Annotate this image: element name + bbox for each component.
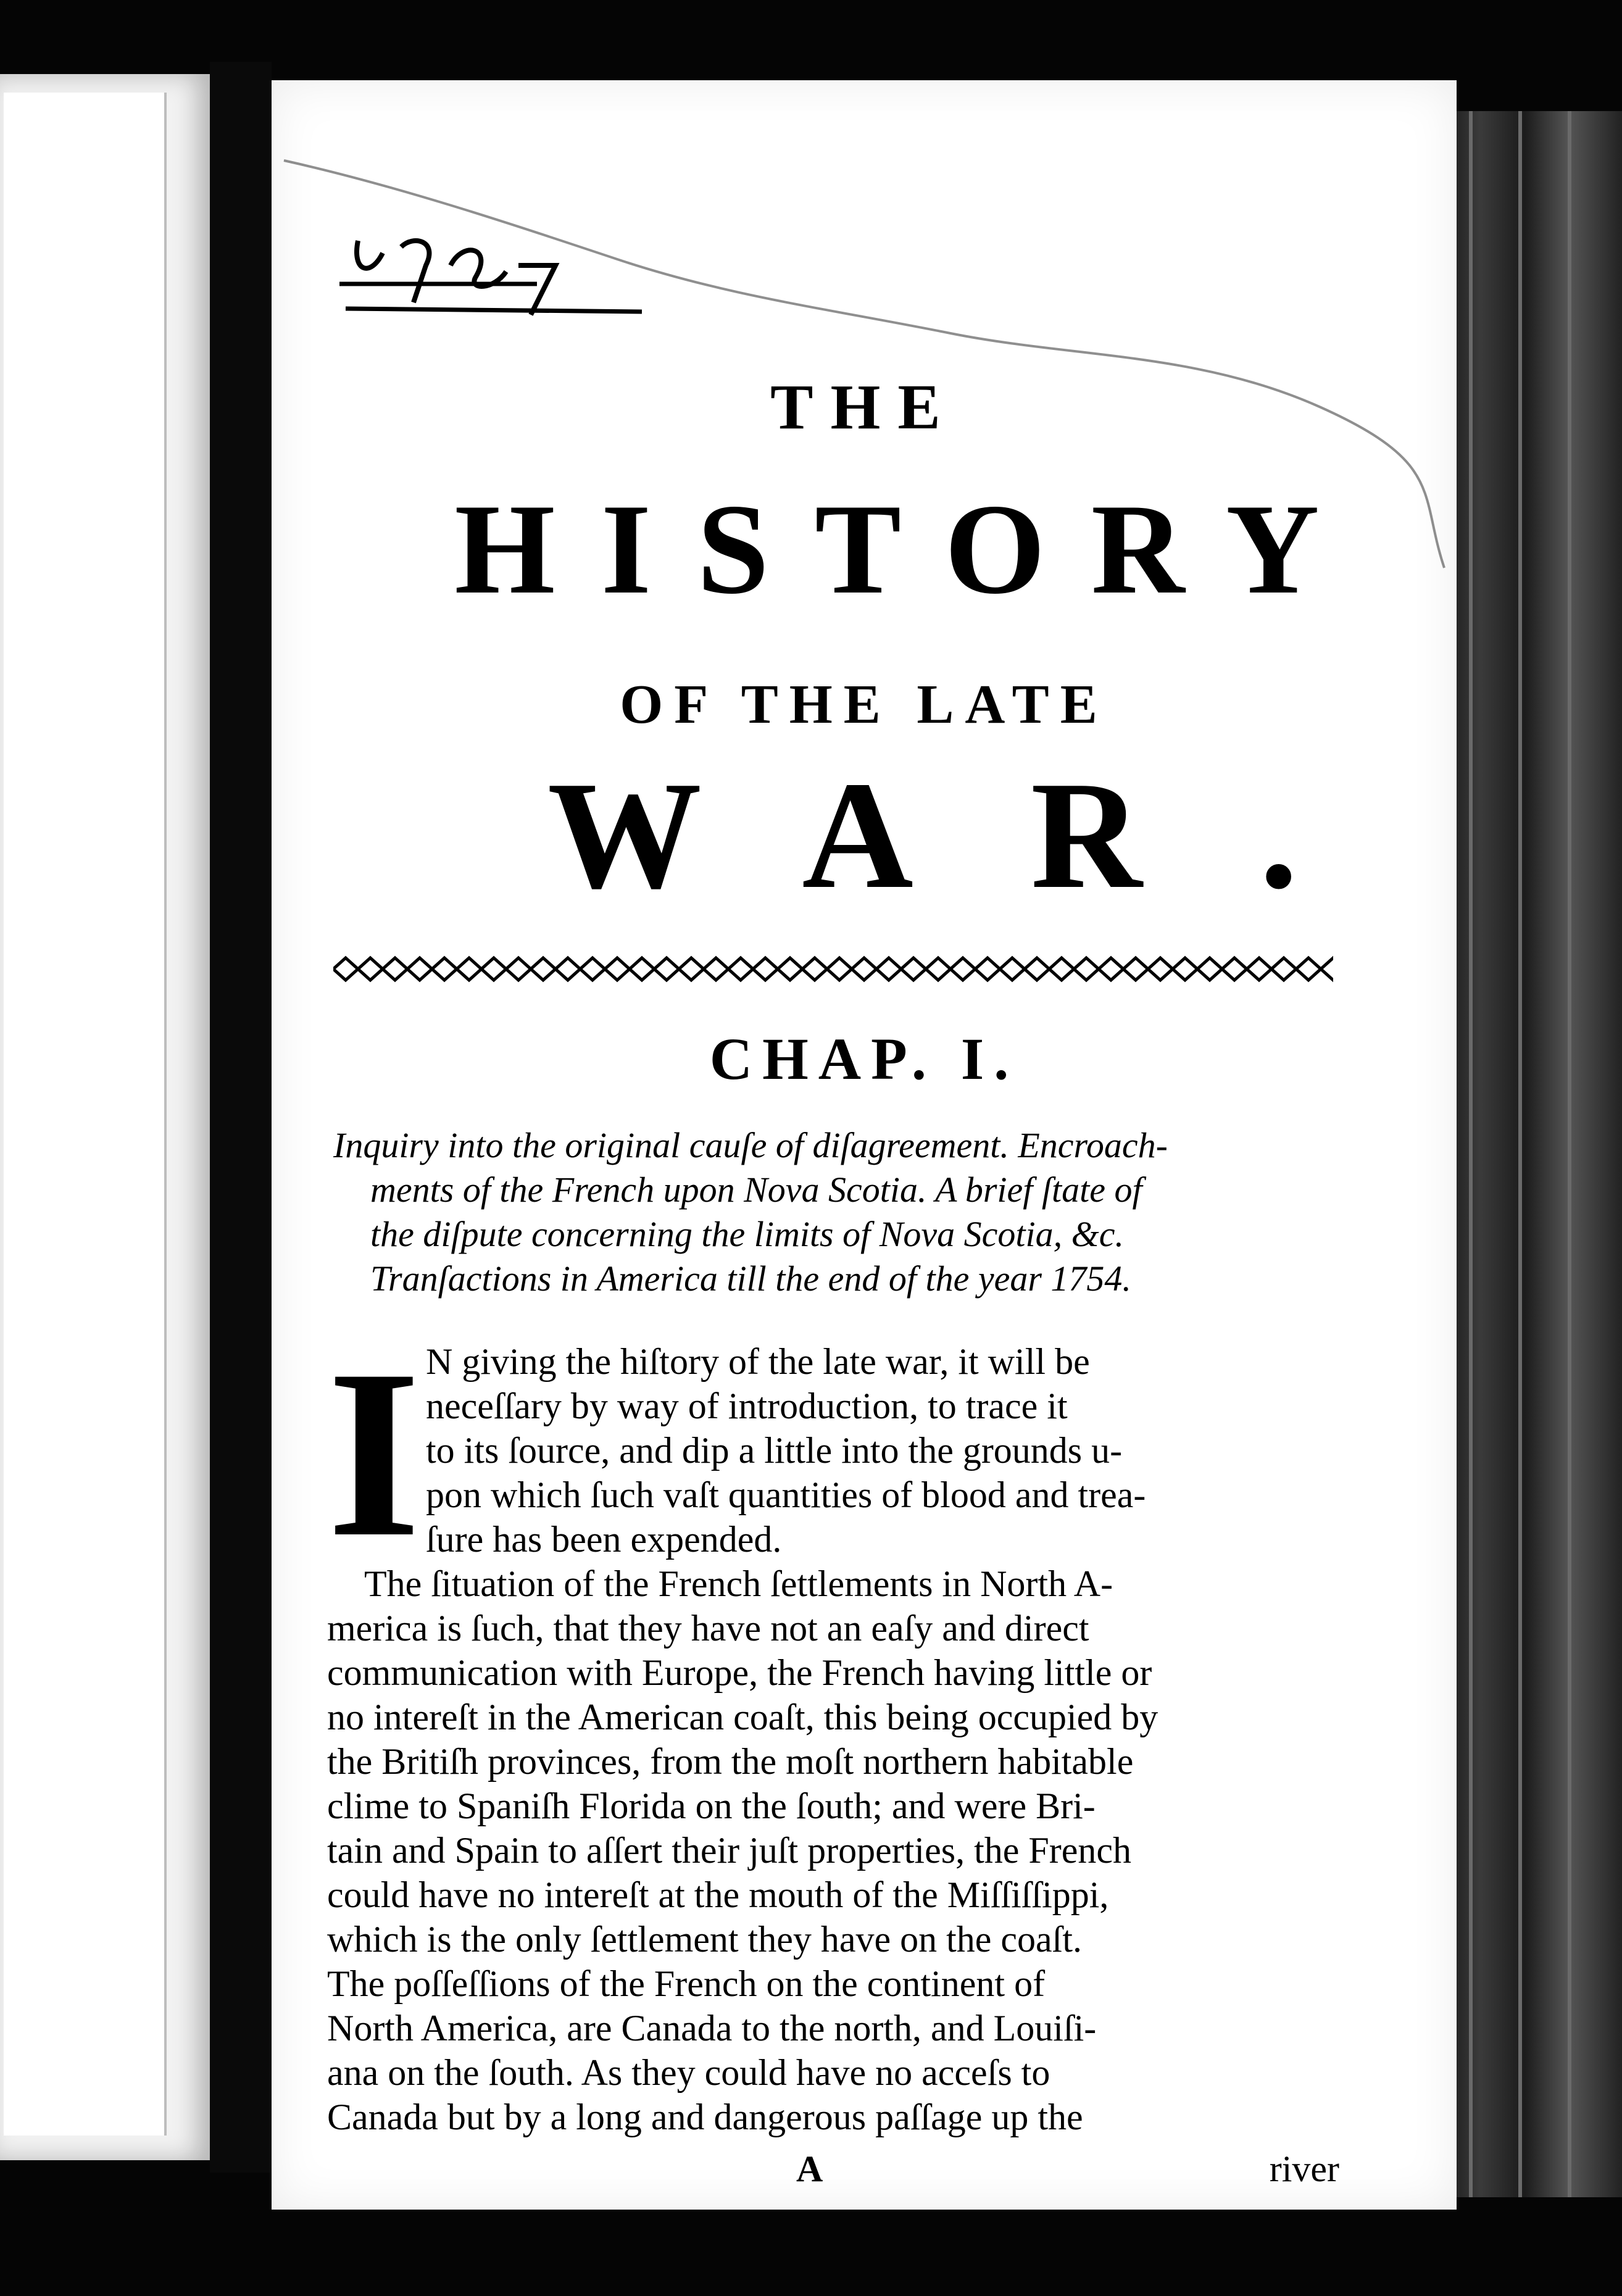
text-line: no intereſt in the American coaſt, this being occupied by — [327, 1697, 1158, 1737]
text-line: could have no intereſt at the mouth of the Miſſiſſippi, — [327, 1874, 1109, 1915]
text-line: merica is ſuch, that they have not an eaſy and direct — [327, 1608, 1089, 1649]
text-line: The poſſeſſions of the French on the continent of — [327, 1963, 1046, 2004]
summary-line: the diſpute concerning the limits of Nova Scotia, &c. — [370, 1214, 1125, 1254]
facing-page — [0, 74, 210, 2160]
paragraph-2 — [327, 1562, 1339, 2139]
catchword: river — [1269, 2148, 1339, 2189]
handwritten-mark — [333, 185, 654, 346]
text-line: clime to Spaniſh Florida on the ſouth; and were Bri- — [327, 1786, 1096, 1826]
title-history: HISTORY — [454, 478, 1365, 621]
body-text — [327, 1320, 1339, 2139]
text-line: to its ſource, and dip a little into the grounds u- — [426, 1430, 1123, 1471]
title-the: THE — [770, 372, 958, 443]
text-line: communication with Europe, the French having little or — [327, 1652, 1152, 1693]
summary-line: ments of the French upon Nova Scotia. A brief ſtate of — [370, 1170, 1142, 1210]
text-line: North America, are Canada to the north, and Louiſi- — [327, 2008, 1097, 2049]
text-line: neceſſary by way of introduction, to trace it — [426, 1386, 1068, 1426]
book-gutter — [210, 62, 272, 2173]
title-page — [272, 80, 1457, 2210]
title-war: WAR. — [547, 750, 1415, 921]
chapter-summary — [333, 1123, 1333, 1301]
text-line: ſure has been expended. — [426, 1519, 782, 1560]
text-line: tain and Spain to aſſert their juſt properties, the French — [327, 1830, 1131, 1871]
signature-mark: A — [796, 2148, 823, 2189]
text-line: The ſituation of the French ſettlements in North A- — [364, 1563, 1113, 1604]
text-line: N giving the hiſtory of the late war, it will be — [426, 1341, 1090, 1382]
text-line: which is the only ſettlement they have on the coaſt. — [327, 1919, 1082, 1960]
facing-page-sheet — [4, 93, 167, 2136]
book-page-edges — [1444, 111, 1622, 2197]
chapter-heading: CHAP. I. — [709, 1026, 1019, 1092]
ornamental-rule — [333, 950, 1333, 988]
drop-cap: I — [327, 1320, 421, 1587]
text-line: pon which ſuch vaſt quantities of blood and trea- — [426, 1475, 1146, 1515]
summary-line: Inquiry into the original cauſe of diſagreement. Encroach- — [333, 1125, 1168, 1165]
page-footer — [327, 2148, 1339, 2197]
text-line: ana on the ſouth. As they could have no acceſs to — [327, 2052, 1050, 2093]
text-line: Canada but by a long and dangerous paſſage up the — [327, 2097, 1083, 2137]
text-line: the Britiſh provinces, from the moſt northern habitable — [327, 1741, 1134, 1782]
title-of-the-late: OF THE LATE — [620, 674, 1108, 735]
summary-line: Tranſactions in America till the end of the year 1754. — [370, 1258, 1131, 1299]
